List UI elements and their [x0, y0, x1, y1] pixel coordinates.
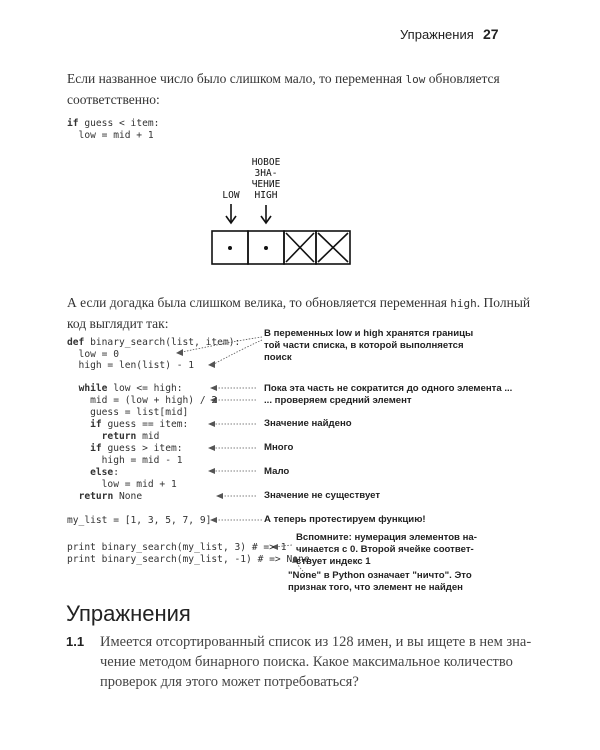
note-value-found: Значение найдено: [264, 418, 352, 429]
page-number: 27: [483, 26, 499, 42]
exercise-text: Имеется отсортированный список из 128 имен, и вы ищете в нем зна- чение методом бинарного поиска. Какое максимальное количество проверок для этого может потребоваться?: [100, 634, 532, 690]
inline-code-low: low: [405, 73, 426, 86]
exercise-number: 1.1: [66, 634, 85, 649]
figure-label-new-high: НОВОЕ ЗНА- ЧЕНИЕ HIGH: [251, 157, 281, 201]
para2-line-1: А если догадка была слишком велика, то обновляется переменная high. Полный: [67, 295, 531, 310]
note-low-high-bounds: В переменных low и high хранятся границы той части списка, в которой выполняется поиск: [264, 328, 474, 363]
note-too-low: Мало: [264, 466, 290, 477]
code-binary-search: def binary_search(list, item): low = 0 high = len(list) - 1: [67, 337, 241, 371]
running-header-title: Упражнения: [400, 27, 474, 42]
para2-line-2: код выглядит так:: [67, 316, 169, 331]
code-snippet-low-update: if guess < item: low = mid + 1: [67, 118, 160, 141]
inline-code-high: high: [450, 297, 477, 310]
arrow-high-icon: [261, 205, 271, 223]
code-my-list: my_list = [1, 3, 5, 7, 9]: [67, 515, 212, 526]
code-print-calls: print binary_search(my_list, 3) # => 1 print binary_search(my_list, -1) # => None: [67, 542, 310, 565]
section-title-exercises: Упражнения: [66, 601, 191, 626]
note-while-loop: Пока эта часть не сократится до одного элемента ... ... проверяем средний элемент: [264, 383, 513, 406]
cross-icon: [286, 233, 314, 262]
intro-line-2: соответственно:: [67, 92, 160, 107]
note-test-function: А теперь протестируем функцию!: [264, 514, 426, 525]
intro-line-1: Если названное число было слишком мало, то переменная low обновляется: [67, 71, 500, 86]
note-too-high: Много: [264, 442, 294, 453]
figure-label-low: LOW: [222, 190, 240, 201]
arrow-low-icon: [226, 204, 236, 223]
dot-icon: [264, 246, 268, 250]
dot-icon: [228, 246, 232, 250]
code-binary-search-loop: while low <= high: mid = (low + high) / 2 guess = list[mid] if guess == item: return mid if guess > item: high = mid - 1 else: low = mid + 1 return None: [67, 383, 218, 502]
note-none-meaning: "None" в Python означает "ничто". Это признак того, что элемент не найден: [288, 570, 472, 593]
cross-icon: [318, 233, 348, 262]
note-zero-index: Вспомните: нумерация элементов на- чинается с 0. Второй ячейке соответ- ствует индекс 1: [296, 532, 477, 567]
note-not-exists: Значение не существует: [264, 490, 381, 501]
